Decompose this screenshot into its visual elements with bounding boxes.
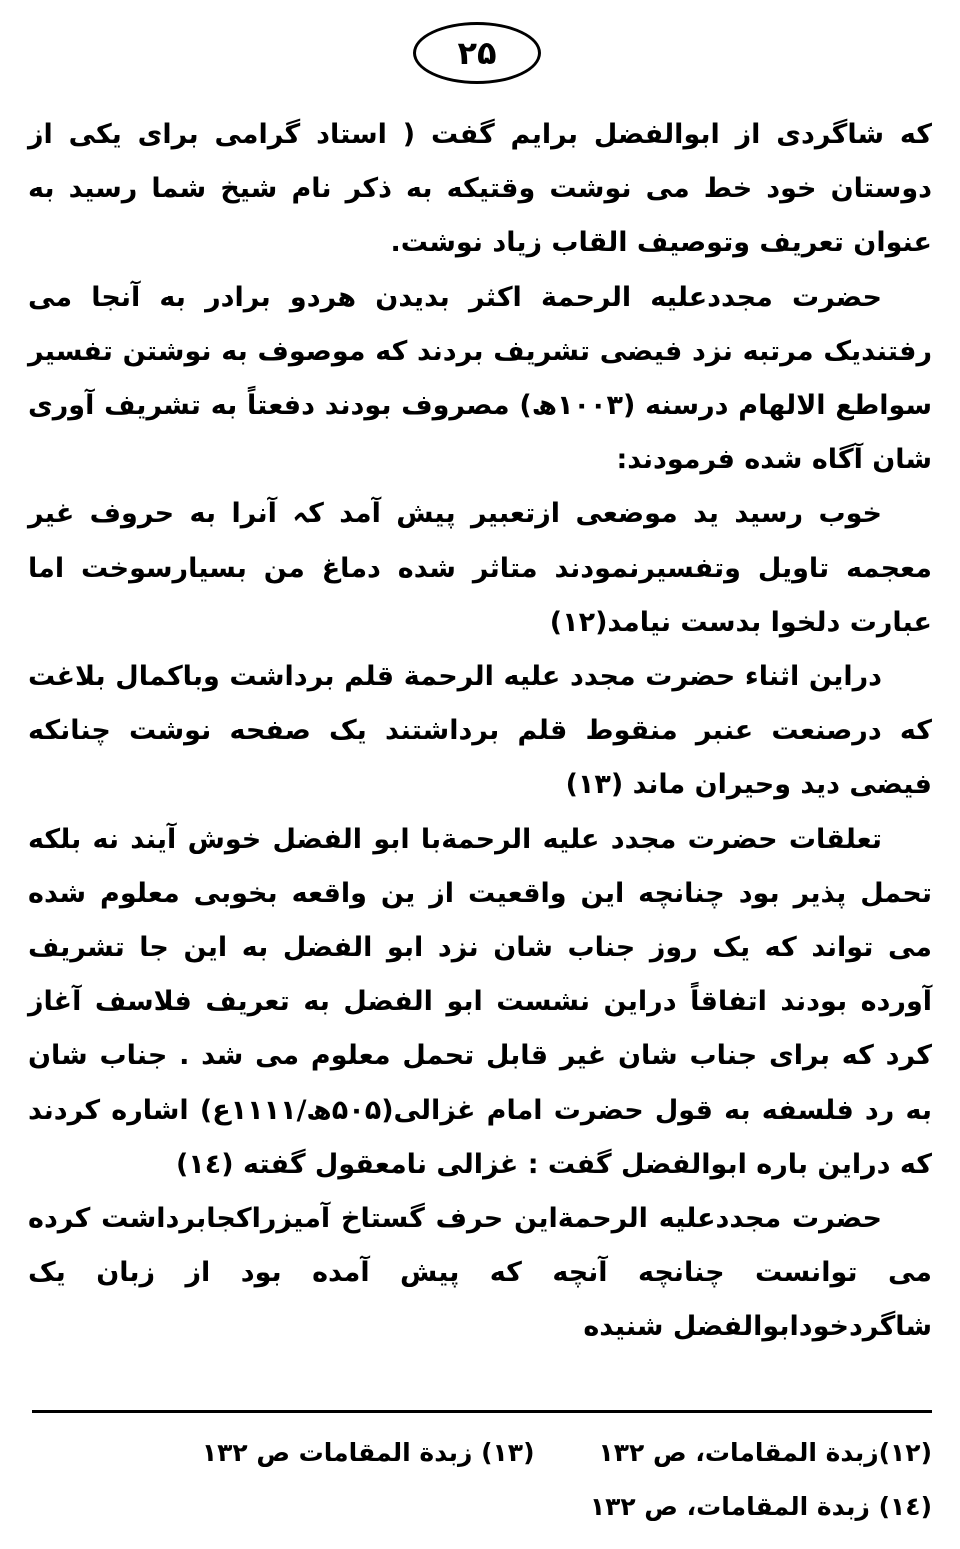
paragraph: تعلقات حضرت مجدد علیه الرحمةبا ابو الفضل خوش آیند نه بلکه تحمل پذیر بود چنانچه این واقعیت از ین واقعه بخوبی معلوم شده می تواند که یک روز جناب شان نزد ابو الفضل به این جا تشریف آورده بودند اتفاقاً دراین نشست ابو الفضل به تعریف فلاسف آغاز کرد که برای جناب شان غیر قابل تحمل معلوم می شد . جناب شان به رد فلسفه به قول حضرت امام غزالی(۵۰۵ھ/۱۱۱۱ع) اشاره کردند که دراین باره ابوالفضل گفت : غزالی نامعقول گفته (۱٤) (28, 823, 932, 1180)
paragraph: حضرت مجددعلیه الرحمة اکثر بدیدن هردو برادر به آنجا می رفتندیک مرتبه نزد فیضی تشریف بردند که موصوف به نوشتن تفسیر سواطع الالهام درسنه (۱۰۰۳ھ) مصروف بودند دفعتاً به تشریف آوری شان آگاه شده فرمودند: (28, 281, 932, 476)
footnote-12: (۱۲)زبدة المقامات، ص ۱۳۲ (598, 1438, 932, 1467)
paragraph: خوب رسید ید موضعی ازتعبیر پیش آمد کہ آنرا به حروف غیر معجمه تاویل وتفسیرنمودند متاثر شده دماغ من بسیارسوخت اما عبارت دلخوا بدست نیامد(۱۲) (28, 498, 932, 638)
paragraph: دراین اثناء حضرت مجدد علیه الرحمة قلم برداشت وباکمال بلاغت که درصنعت عنبر منقوط قلم برداشتند یک صفحه نوشت چنانکه فیضی دید وحیران ماند (۱۳) (28, 661, 932, 801)
footnotes (28, 1426, 932, 1534)
footnote-row (28, 1480, 932, 1534)
paragraph: حضرت مجددعلیه الرحمةاین حرف گستاخ آمیزراکجابرداشت کرده می توانست چنانچه آنچه که پیش آمده بود از زبان یک شاگردخودابوالفضل شنیده (28, 1203, 932, 1343)
footnote-divider (32, 1410, 932, 1413)
footnote-13: (۱۳) زبدة المقامات ص ۱۳۲ (201, 1438, 535, 1467)
page-number (413, 22, 541, 84)
paragraph: که شاگردی از ابوالفضل برایم گفت ( استاد گرامی برای یکی از دوستان خود خط می نوشت وقتیکه به ذکر نام شیخ شما رسید به عنوان تعریف وتوصیف القاب زیاد نوشت. (28, 119, 932, 259)
page-number-text: ۲۵ (457, 34, 497, 72)
body-text (28, 108, 932, 1355)
footnote-row (28, 1426, 932, 1480)
footnote-14: (۱٤) زبدة المقامات، ص ۱۳۲ (589, 1492, 932, 1521)
